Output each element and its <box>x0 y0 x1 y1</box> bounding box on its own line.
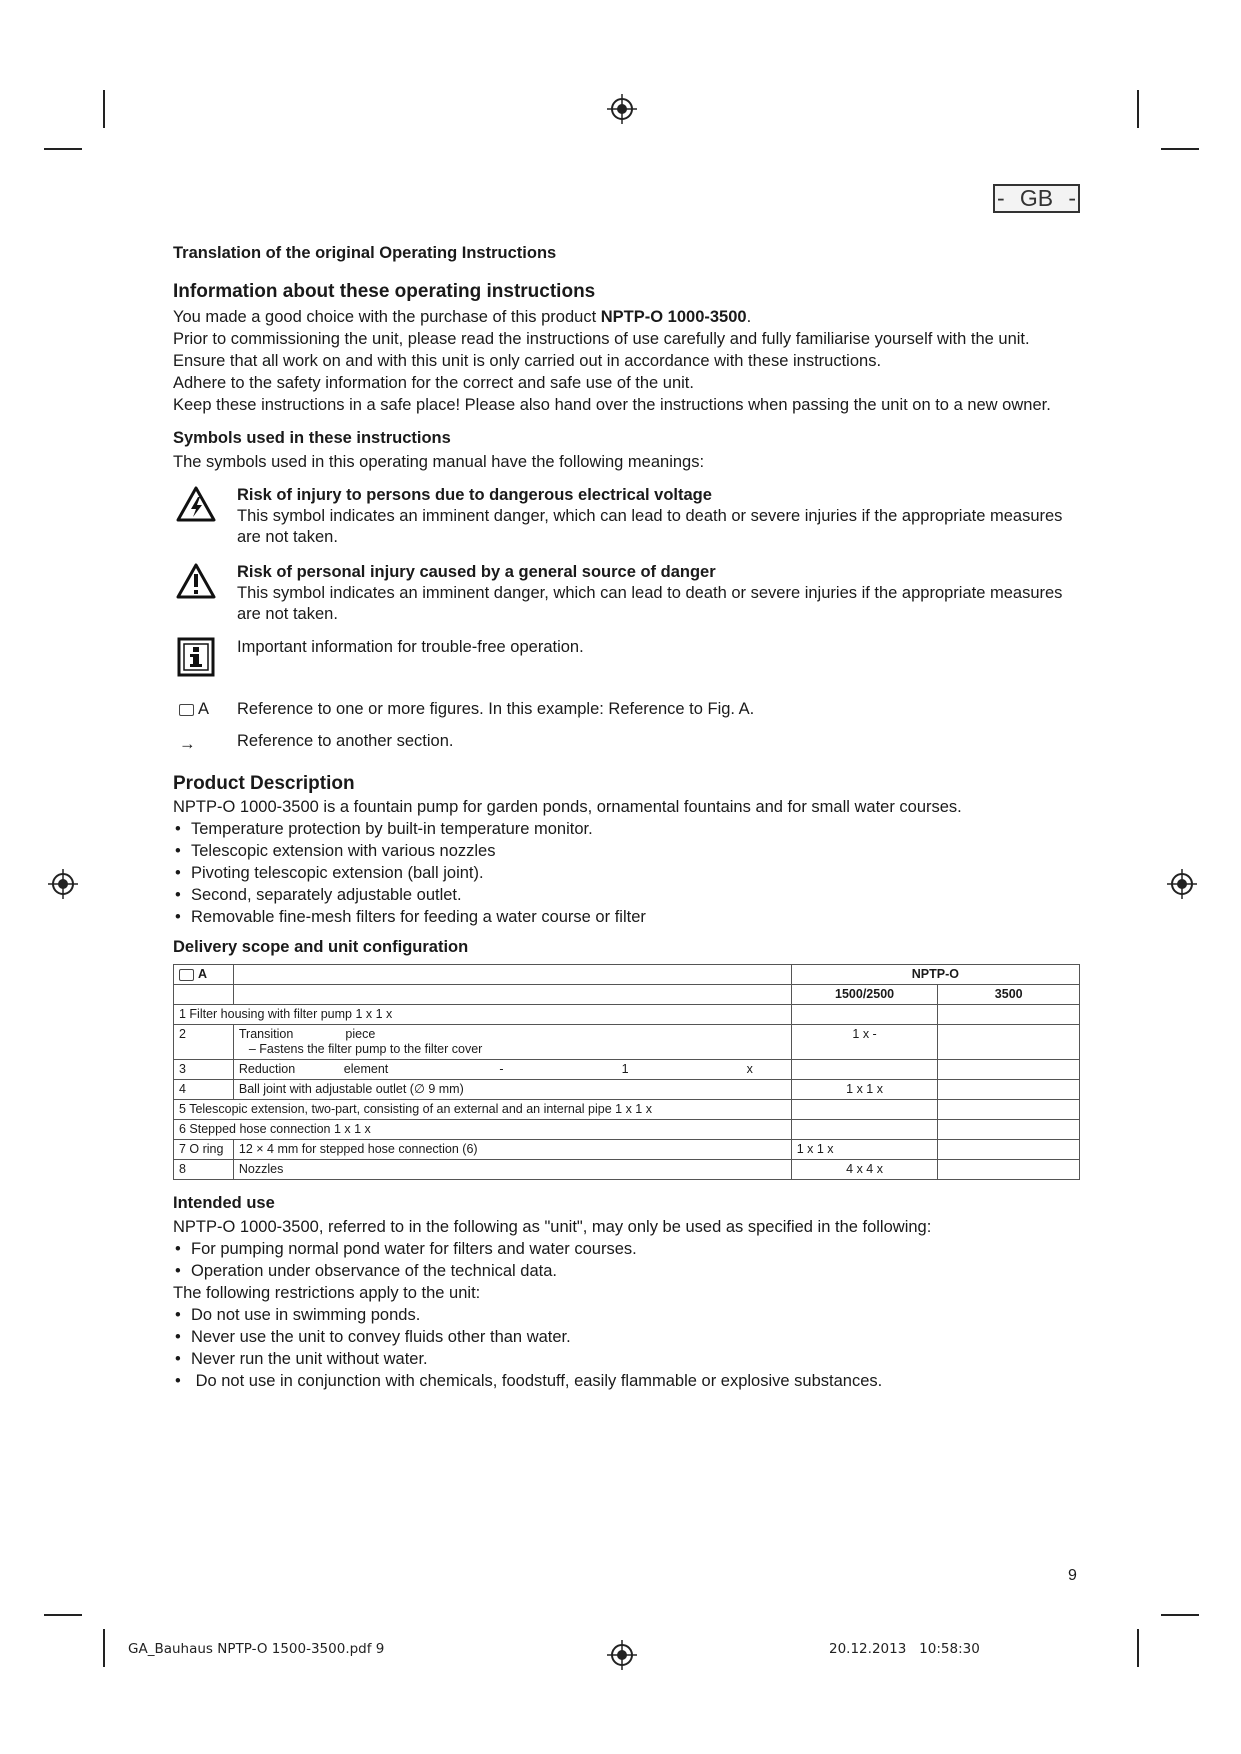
table-cell <box>938 1025 1080 1060</box>
symbol-electrical-title: Risk of injury to persons due to dangerous electrical voltage <box>237 486 712 504</box>
symbols-intro: The symbols used in this operating manual have the following meanings: <box>173 453 705 471</box>
table-cell: 4 <box>174 1080 234 1100</box>
crop-mark-bottom-right <box>1137 1629 1139 1667</box>
crop-mark-top-right-h <box>1161 148 1199 150</box>
symbol-general-text: This symbol indicates an imminent danger, which can lead to death or severe injuries if the appropriate measures are not taken. <box>237 584 1063 623</box>
info-intro <box>173 307 1078 328</box>
info-line: Ensure that all work on and with this unit is only carried out in accordance with these instructions. <box>173 352 882 370</box>
table-cell: 1 Filter housing with filter pump 1 x 1 x <box>174 1005 792 1025</box>
product-description-intro: NPTP-O 1000-3500 is a fountain pump for garden ponds, ornamental fountains and for small water courses. <box>173 798 962 816</box>
intended-use-heading: Intended use <box>173 1194 275 1212</box>
registration-mark-top-icon <box>607 94 637 124</box>
symbol-arrow-text: Reference to another section. <box>237 732 454 750</box>
arrow-right-icon: → <box>179 735 196 753</box>
registration-mark-left-icon <box>48 869 78 899</box>
info-line: Keep these instructions in a safe place! Please also hand over the instructions when passing the unit on to a new owner. <box>173 396 1051 414</box>
table-fig-cell <box>174 965 234 985</box>
list-item: • Temperature protection by built-in temperature monitor. <box>173 819 1078 840</box>
intended-use-intro: NPTP-O 1000-3500, referred to in the following as "unit", may only be used as specified in the following: <box>173 1218 932 1236</box>
table-col-1500-2500: 1500/2500 <box>791 985 938 1005</box>
table-subheader-row <box>174 985 1080 1005</box>
important-information-icon <box>177 637 215 677</box>
table-row <box>174 1060 1080 1080</box>
table-row <box>174 1025 1080 1060</box>
table-cell <box>938 1160 1080 1180</box>
table-cell: 1 x 1 x <box>791 1080 938 1100</box>
table-cell: 7 O ring <box>174 1140 234 1160</box>
list-item: • For pumping normal pond water for filters and water courses. <box>173 1239 1078 1260</box>
figure-reference-label: A <box>198 700 210 718</box>
table-row <box>174 1080 1080 1100</box>
crop-mark-top-left-h <box>44 148 82 150</box>
table-cell-desc: Transition piece <box>238 1027 376 1041</box>
table-cell <box>938 1140 1080 1160</box>
document-subtitle: Translation of the original Operating Instructions <box>173 244 557 262</box>
symbol-general-title: Risk of personal injury caused by a general source of danger <box>237 563 716 581</box>
symbol-electrical-text: This symbol indicates an imminent danger, which can lead to death or severe injuries if the appropriate measures are not taken. <box>237 507 1063 546</box>
list-item: • Never run the unit without water. <box>173 1349 1078 1370</box>
list-item: • Operation under observance of the technical data. <box>173 1261 1078 1282</box>
table-cell-note: – Fastens the filter pump to the filter cover <box>248 1042 483 1056</box>
product-feature-list <box>173 819 1078 928</box>
info-product-name: NPTP-O 1000-3500 <box>600 308 747 326</box>
table-row <box>174 1100 1080 1120</box>
page-number: 9 <box>1068 1567 1077 1584</box>
table-cell: 6 Stepped hose connection 1 x 1 x <box>174 1120 792 1140</box>
footer-datetime: 20.12.2013 10:58:30 <box>829 1641 980 1657</box>
general-danger-warning-icon <box>175 562 217 600</box>
table-row <box>174 1005 1080 1025</box>
table-cell <box>233 1025 791 1060</box>
table-col-3500: 3500 <box>938 985 1080 1005</box>
table-cell: 12 × 4 mm for stepped hose connection (6) <box>233 1140 791 1160</box>
crop-mark-bottom-left-h <box>44 1614 82 1616</box>
intended-use-list <box>173 1239 1078 1282</box>
table-cell: Nozzles <box>233 1160 791 1180</box>
table-cell: 3 <box>174 1060 234 1080</box>
crop-mark-top-right <box>1137 90 1139 128</box>
table-cell <box>938 1060 1080 1080</box>
table-cell: Ball joint with adjustable outlet (∅ 9 mm) <box>233 1080 791 1100</box>
table-row <box>174 1140 1080 1160</box>
table-cell: 4 x 4 x <box>791 1160 938 1180</box>
table-model-header: NPTP-O <box>791 965 1079 985</box>
info-intro-prefix: You made a good choice with the purchase of this product <box>173 308 601 326</box>
symbol-info-row <box>173 637 1078 683</box>
language-badge-label: GB <box>1019 185 1054 211</box>
list-item: • Telescopic extension with various nozzles <box>173 841 1078 862</box>
table-header-row <box>174 965 1080 985</box>
symbols-heading: Symbols used in these instructions <box>173 429 451 447</box>
product-description-heading: Product Description <box>173 773 355 794</box>
table-cell: 2 <box>174 1025 234 1060</box>
table-cell <box>938 1080 1080 1100</box>
restriction-list <box>173 1305 1078 1392</box>
registration-mark-right-icon <box>1167 869 1197 899</box>
crop-mark-bottom-left <box>103 1629 105 1667</box>
table-cell <box>791 1060 938 1080</box>
language-badge <box>993 184 1080 213</box>
language-badge-right-dash: - <box>1068 185 1076 211</box>
table-fig-label: A <box>198 967 208 981</box>
language-badge-left-dash: - <box>997 185 1005 211</box>
info-line: Adhere to the safety information for the correct and safe use of the unit. <box>173 374 694 392</box>
table-cell: Reduction element - 1 x <box>233 1060 791 1080</box>
table-cell: 5 Telescopic extension, two-part, consisting of an external and an internal pipe 1 x 1 x <box>174 1100 792 1120</box>
list-item: • Removable fine-mesh filters for feeding a water course or filter <box>173 907 1078 928</box>
list-item: • Never use the unit to convey fluids other than water. <box>173 1327 1078 1348</box>
table-row <box>174 1160 1080 1180</box>
symbol-info-text: Important information for trouble-free operation. <box>237 638 584 656</box>
table-cell: 1 x 1 x <box>791 1140 938 1160</box>
symbol-figure-row <box>173 699 1078 720</box>
list-item: • Second, separately adjustable outlet. <box>173 885 1078 906</box>
delivery-heading: Delivery scope and unit configuration <box>173 938 469 956</box>
crop-mark-top-left <box>103 90 105 128</box>
info-heading: Information about these operating instructions <box>173 281 596 302</box>
figure-reference-icon <box>179 704 194 716</box>
restriction-intro: The following restrictions apply to the unit: <box>173 1284 481 1302</box>
list-item: • Do not use in conjunction with chemicals, foodstuff, easily flammable or explosive substances. <box>173 1371 1078 1392</box>
registration-mark-bottom-icon <box>607 1640 637 1670</box>
list-item: • Do not use in swimming ponds. <box>173 1305 1078 1326</box>
table-cell: 8 <box>174 1160 234 1180</box>
symbol-electrical-row <box>173 485 1078 548</box>
symbol-figure-text: Reference to one or more figures. In this example: Reference to Fig. A. <box>237 700 755 718</box>
delivery-scope-table <box>173 964 1080 1180</box>
page-content <box>173 243 1078 1393</box>
crop-mark-bottom-right-h <box>1161 1614 1199 1616</box>
electrical-voltage-warning-icon <box>175 485 217 523</box>
info-line: Prior to commissioning the unit, please read the instructions of use carefully and fully familiarise yourself with the unit. <box>173 330 1030 348</box>
list-item: • Pivoting telescopic extension (ball joint). <box>173 863 1078 884</box>
symbol-arrow-row <box>173 731 1078 752</box>
symbol-general-row <box>173 562 1078 625</box>
table-cell: 1 x - <box>791 1025 938 1060</box>
info-intro-suffix: . <box>746 308 752 326</box>
footer-file: GA_Bauhaus NPTP-O 1500-3500.pdf 9 <box>128 1641 385 1657</box>
table-row <box>174 1120 1080 1140</box>
figure-reference-icon <box>179 969 194 981</box>
